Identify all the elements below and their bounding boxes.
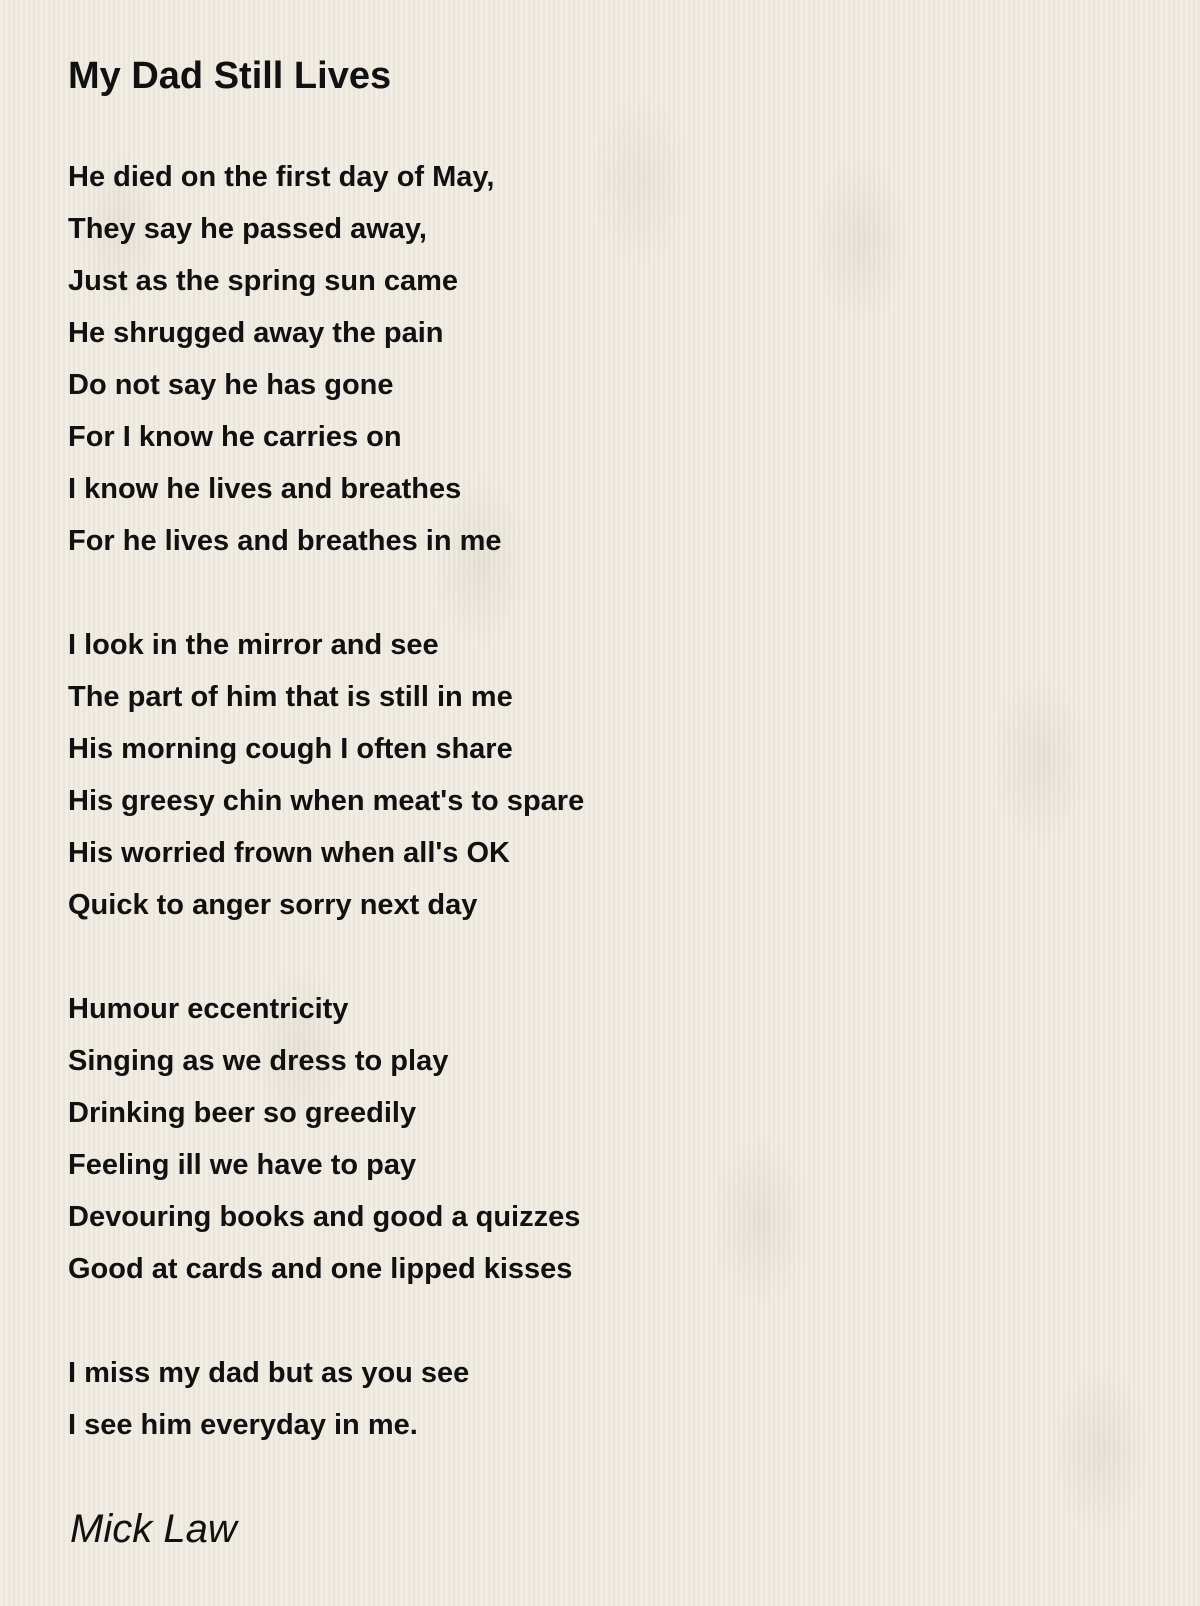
stanza-1 [68, 151, 584, 567]
poem-line: I miss my dad but as you see [68, 1357, 470, 1389]
poem-body [68, 151, 584, 1503]
poem-line: Drinking beer so greedily [68, 1097, 417, 1129]
poem-line: He died on the first day of May, [68, 161, 495, 193]
poem-line: Singing as we dress to play [68, 1045, 449, 1077]
poem-line: Do not say he has gone [68, 369, 394, 401]
stanza-3 [68, 983, 584, 1295]
stanza-2 [68, 619, 584, 931]
poem-line: The part of him that is still in me [68, 681, 513, 713]
poem-line: Humour eccentricity [68, 993, 349, 1025]
poem-line: His worried frown when all's OK [68, 837, 510, 869]
poem-line: I see him everyday in me. [68, 1409, 418, 1441]
poem-line: For he lives and breathes in me [68, 525, 502, 557]
poem-line: Feeling ill we have to pay [68, 1149, 417, 1181]
stanza-4 [68, 1347, 584, 1451]
poem-line: Just as the spring sun came [68, 265, 459, 297]
poem-line: His morning cough I often share [68, 733, 513, 765]
poem-line: Quick to anger sorry next day [68, 889, 478, 921]
poem-line: Devouring books and good a quizzes [68, 1201, 581, 1233]
poem-line: I look in the mirror and see [68, 629, 439, 661]
poem-line: I know he lives and breathes [68, 473, 462, 505]
poem-line: For I know he carries on [68, 421, 402, 453]
poem-title: My Dad Still Lives [68, 55, 392, 97]
poem-line: Good at cards and one lipped kisses [68, 1253, 573, 1285]
poem-line: They say he passed away, [68, 213, 427, 245]
poem-author: Mick Law [70, 1507, 237, 1551]
poem-line: His greesy chin when meat's to spare [68, 785, 585, 817]
poem-line: He shrugged away the pain [68, 317, 444, 349]
